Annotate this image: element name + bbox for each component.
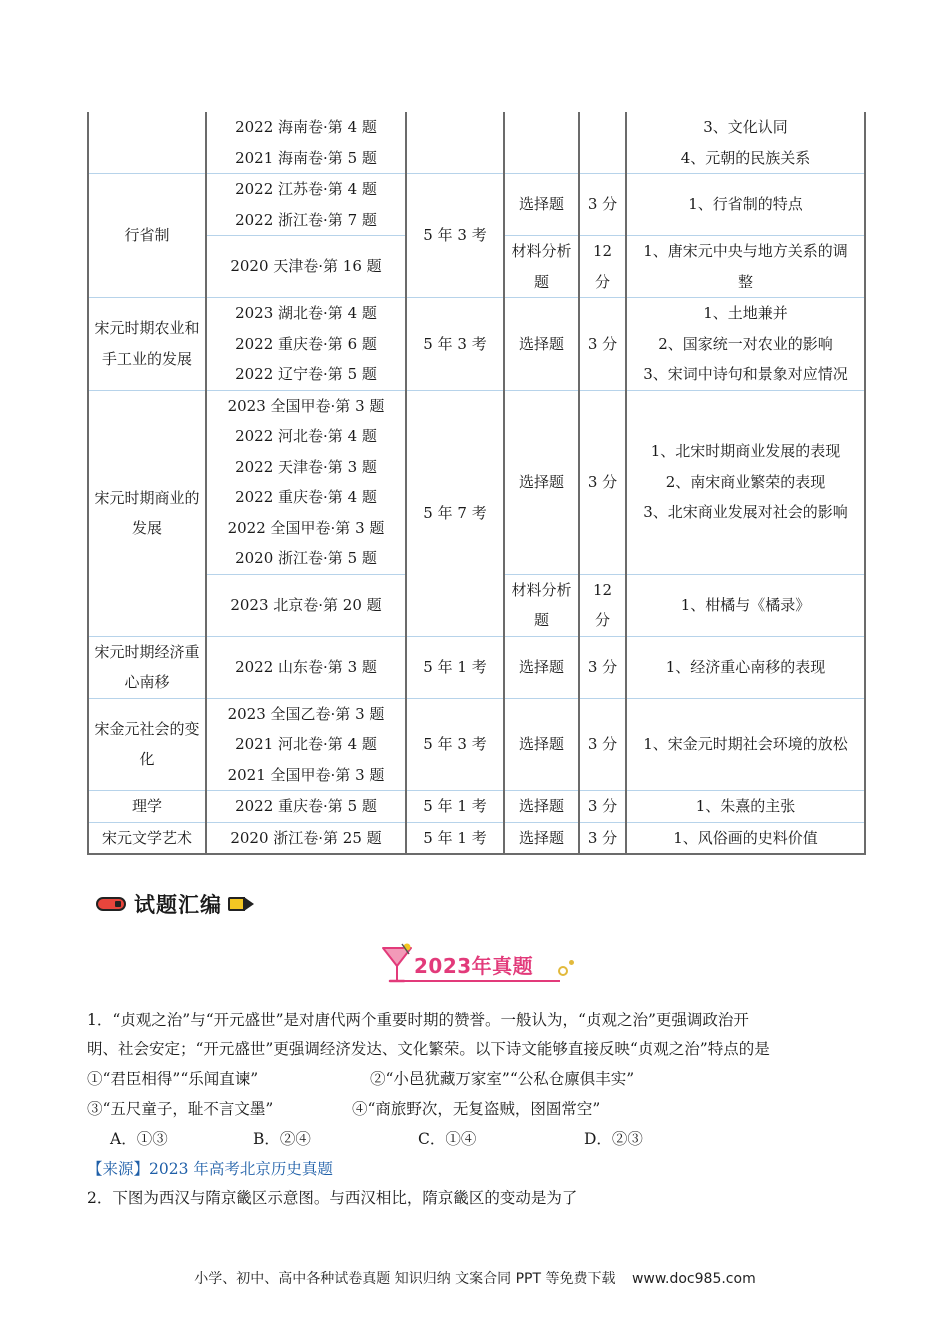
- table-row: [88, 112, 865, 174]
- score-cell: 3 分: [579, 822, 626, 854]
- source-label: 【来源】: [87, 1160, 150, 1178]
- frequency-cell: 5 年 1 考: [406, 791, 504, 823]
- topic-cell: 宋金元社会的变化: [88, 698, 206, 791]
- table-row: [88, 174, 865, 236]
- notes-cell: 1、北宋时期商业发展的表现 2、南宋商业繁荣的表现 3、北宋商业发展对社会的影响: [626, 390, 865, 574]
- question-type-cell: 选择题: [504, 390, 579, 574]
- question-type-cell: 选择题: [504, 636, 579, 698]
- footer-text: 小学、初中、高中各种试卷真题 知识归纳 文案合同 PPT 等免费下载: [194, 1271, 616, 1287]
- source-cell: 2020 天津卷·第 16 题: [206, 236, 406, 298]
- question-type-cell: 材料分析题: [504, 574, 579, 636]
- question-type-cell: 选择题: [504, 698, 579, 791]
- score-cell: 12 分: [579, 236, 626, 298]
- frequency-cell: 5 年 3 考: [406, 298, 504, 391]
- notes-cell: 1、柑橘与《橘录》: [626, 574, 865, 636]
- section-title: 试题汇编: [134, 893, 222, 917]
- topic-cell: 行省制: [88, 174, 206, 298]
- table-row: [88, 390, 865, 574]
- footer-url[interactable]: www.doc985.com: [631, 1271, 756, 1287]
- source-cell: 2022 重庆卷·第 5 题: [206, 791, 406, 823]
- topic-cell: 宋元文学艺术: [88, 822, 206, 854]
- source-cell: 2023 湖北卷·第 4 题 2022 重庆卷·第 6 题 2022 辽宁卷·第 5 题: [206, 298, 406, 391]
- score-cell: 3 分: [579, 390, 626, 574]
- table-row: [88, 822, 865, 854]
- table-row: [88, 298, 865, 391]
- frequency-cell: 5 年 3 考: [406, 698, 504, 791]
- score-cell: 3 分: [579, 636, 626, 698]
- year-banner: [380, 940, 580, 988]
- question-type-cell: 选择题: [504, 791, 579, 823]
- source-cell: 2023 全国乙卷·第 3 题 2021 河北卷·第 4 题 2021 全国甲卷·第 3 题: [206, 698, 406, 791]
- notes-cell: 1、风俗画的史料价值: [626, 822, 865, 854]
- source-cell: 2022 山东卷·第 3 题: [206, 636, 406, 698]
- bubble-icon: [558, 966, 568, 976]
- q1-option-d: D．②③: [584, 1130, 643, 1148]
- topic-cell: 宋元时期农业和手工业的发展: [88, 298, 206, 391]
- q1-item: ①“君臣相得”“乐闻直谏”: [87, 1070, 259, 1088]
- notes-cell: 1、唐宋元中央与地方关系的调整: [626, 236, 865, 298]
- question-1-stem: 1．“贞观之治”与“开元盛世”是对唐代两个重要时期的赞誉。一般认为，“贞观之治”更强调政治开: [87, 1011, 749, 1029]
- question-2-stem: 2．下图为西汉与隋京畿区示意图。与西汉相比，隋京畿区的变动是为了: [87, 1189, 578, 1207]
- question-1-stem: 明、社会安定；“开元盛世”更强调经济发达、文化繁荣。以下诗文能够直接反映“贞观之治”特点的是: [87, 1040, 770, 1058]
- bubble-icon: [569, 960, 574, 965]
- score-cell: 12 分: [579, 574, 626, 636]
- q1-item: ②“小邑犹藏万家室”“公私仓廪俱丰实”: [370, 1070, 635, 1088]
- q1-option-c: C．①④: [418, 1130, 477, 1148]
- exam-analysis-table: [87, 112, 866, 855]
- q1-option-b: B．②④: [253, 1130, 311, 1148]
- table-row: [88, 698, 865, 791]
- source-cell: 2020 浙江卷·第 25 题: [206, 822, 406, 854]
- frequency-cell: [406, 112, 504, 174]
- q1-source: [87, 1157, 333, 1179]
- source-cell: 2022 海南卷·第 4 题 2021 海南卷·第 5 题: [206, 112, 406, 174]
- score-cell: 3 分: [579, 791, 626, 823]
- q1-item: ④“商旅野次，无复盗贼，囹圄常空”: [352, 1100, 601, 1118]
- topic-cell: 宋元时期经济重心南移: [88, 636, 206, 698]
- year-title: 2023年真题: [414, 954, 534, 978]
- table-row: [88, 791, 865, 823]
- score-cell: [579, 112, 626, 174]
- score-cell: 3 分: [579, 298, 626, 391]
- question-type-cell: 选择题: [504, 822, 579, 854]
- notes-cell: 1、行省制的特点: [626, 174, 865, 236]
- question-type-cell: 材料分析题: [504, 236, 579, 298]
- pencil-icon: [228, 897, 254, 911]
- score-cell: 3 分: [579, 174, 626, 236]
- topic-cell: [88, 112, 206, 174]
- question-type-cell: [504, 112, 579, 174]
- source-cell: 2022 江苏卷·第 4 题 2022 浙江卷·第 7 题: [206, 174, 406, 236]
- notes-cell: 1、经济重心南移的表现: [626, 636, 865, 698]
- score-cell: 3 分: [579, 698, 626, 791]
- frequency-cell: 5 年 1 考: [406, 822, 504, 854]
- notes-cell: 1、宋金元时期社会环境的放松: [626, 698, 865, 791]
- notes-cell: 1、朱熹的主张: [626, 791, 865, 823]
- q1-item: ③“五尺童子，耻不言文墨”: [87, 1100, 274, 1118]
- notes-cell: 1、土地兼并 2、国家统一对农业的影响 3、宋词中诗句和景象对应情况: [626, 298, 865, 391]
- pill-icon: [96, 897, 126, 911]
- frequency-cell: 5 年 1 考: [406, 636, 504, 698]
- year-underline: [404, 980, 560, 982]
- q1-option-a: A．①③: [110, 1130, 168, 1148]
- topic-cell: 理学: [88, 791, 206, 823]
- source-text: 2023 年高考北京历史真题: [149, 1160, 333, 1178]
- page-footer: [0, 1268, 950, 1288]
- topic-cell: 宋元时期商业的发展: [88, 390, 206, 636]
- source-cell: 2023 北京卷·第 20 题: [206, 574, 406, 636]
- notes-cell: 3、文化认同 4、元朝的民族关系: [626, 112, 865, 174]
- table-row: [88, 636, 865, 698]
- section-banner: [96, 890, 254, 918]
- frequency-cell: 5 年 3 考: [406, 174, 504, 298]
- question-type-cell: 选择题: [504, 174, 579, 236]
- source-cell: 2023 全国甲卷·第 3 题 2022 河北卷·第 4 题 2022 天津卷·第 3 题 2022 重庆卷·第 4 题 2022 全国甲卷·第 3 题 2020 浙江卷·第 5 题: [206, 390, 406, 574]
- frequency-cell: 5 年 7 考: [406, 390, 504, 636]
- question-type-cell: 选择题: [504, 298, 579, 391]
